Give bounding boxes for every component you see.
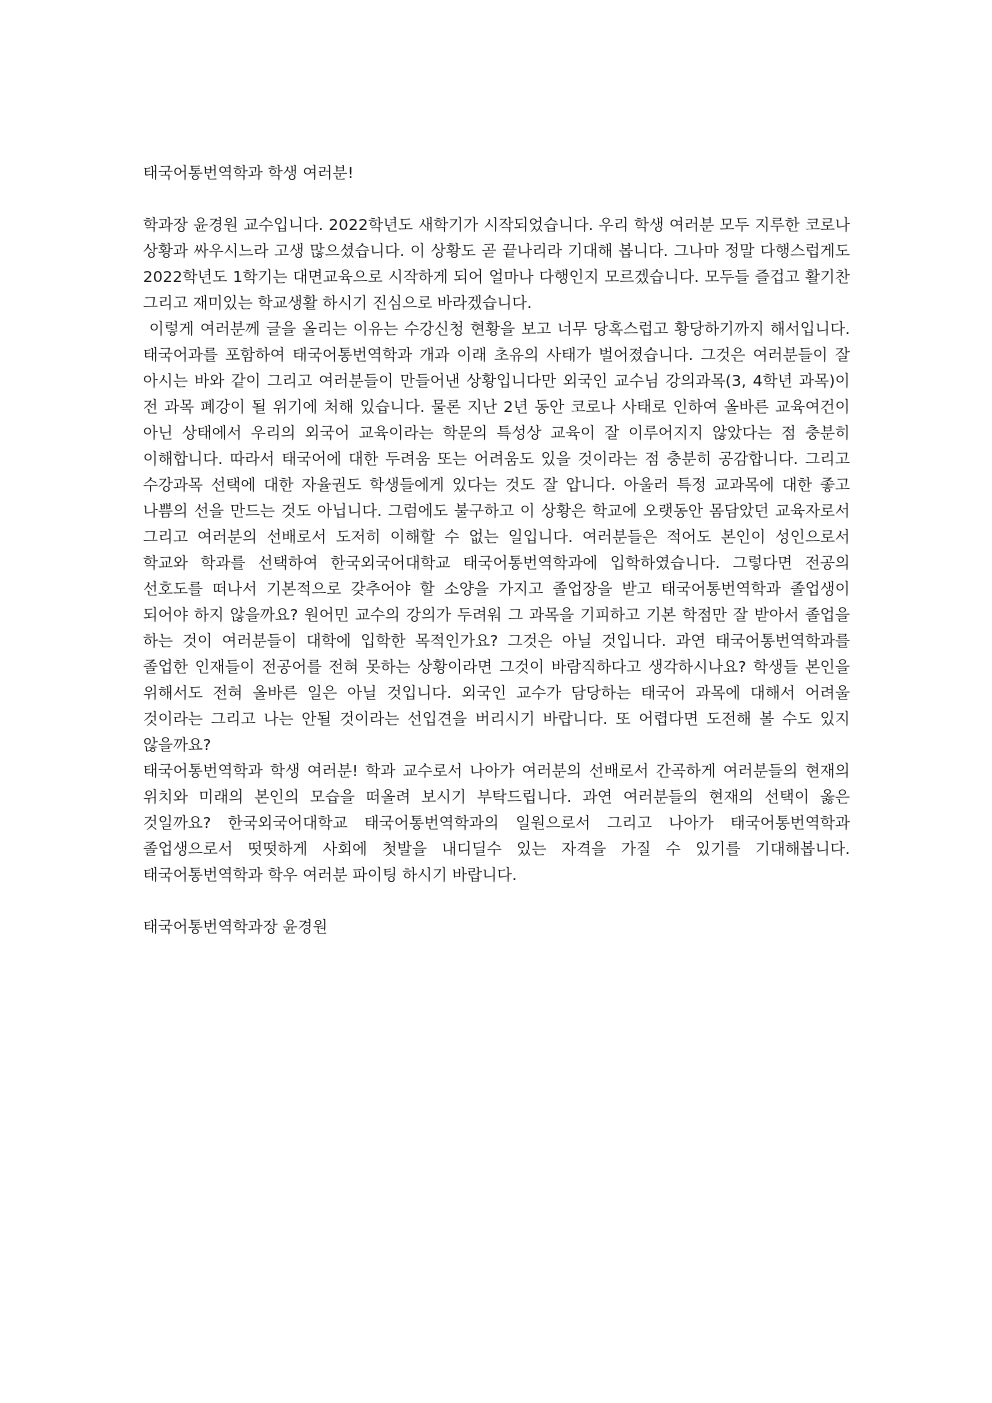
letter-body	[143, 160, 855, 940]
paragraph: 이렇게 여러분께 글을 올리는 이유는 수강신청 현황을 보고 너무 당혹스럽고 황당하기까지 해서입니다. 태국어과를 포함하여 태국어통번역학과 개과 이래 초유의 사태가 벌어졌습니다. 그것은 여러분들이 잘 아시는 바와 같이 그리고 여러분들이 만들어낸 상황입니다만 외국인 교수님 강의과목(3, 4학년 과목)이 전 과목 폐강이 될 위기에 처해 있습니다. 물론 지난 2년 동안 코로나 사태로 인하여 올바른 교육여건이 아닌 상태에서 우리의 외국어 교육이라는 학문의 특성상 교육이 잘 이루어지지 않았다는 점 충분히 이해합니다. 따라서 태국어에 대한 두려움 또는 어려움도 있을 것이라는 점 충분히 공감합니다. 그리고 수강과목 선택에 대한 자율권도 학생들에게 있다는 것도 잘 압니다. 아울러 특정 교과목에 대한 좋고 나쁨의 선을 만드는 것도 아닙니다. 그럼에도 불구하고 이 상황은 학교에 오랫동안 몸담았던 교육자로서 그리고 여러분의 선배로서 도저히 이해할 수 없는 일입니다. 여러분들은 적어도 본인이 성인으로서 학교와 학과를 선택하여 한국외국어대학교 태국어통번역학과에 입학하였습니다. 그렇다면 전공의 선호도를 떠나서 기본적으로 갖추어야 할 소양을 가지고 졸업장을 받고 태국어통번역학과 졸업생이 되어야 하지 않을까요? 원어민 교수의 강의가 두려워 그 과목을 기피하고 기본 학점만 잘 받아서 졸업을 하는 것이 여러분들이 대학에 입학한 목적인가요? 그것은 아닐 것입니다. 과연 태국어통번역학과를 졸업한 인재들이 전공어를 전혀 못하는 상황이라면 그것이 바람직하다고 생각하시나요? 학생들 본인을 위해서도 전혀 올바른 일은 아닐 것입니다. 외국인 교수가 담당하는 태국어 과목에 대해서 어려울 것이라는 그리고 나는 안될 것이라는 선입견을 버리시기 바랍니다. 또 어렵다면 도전해 볼 수도 있지 않을까요?	[143, 320, 855, 754]
paragraph: 태국어통번역학과 학생 여러분! 학과 교수로서 나아가 여러분의 선배로서 간곡하게 여러분들의 현재의 위치와 미래의 본인의 모습을 떠올려 보시기 부탁드립니다. 과연 여러분들의 현재의 선택이 옳은 것일까요? 한국외국어대학교 태국어통번역학과의 일원으로서 그리고 나아가 태국어통번역학과 졸업생으로서 떳떳하게 사회에 첫발을 내디딜수 있는 자격을 가질 수 있기를 기대해봅니다. 태국어통번역학과 학우 여러분 파이팅 하시기 바랍니다.	[143, 762, 850, 884]
letter-paragraphs	[143, 212, 855, 888]
paragraph: 학과장 윤경원 교수입니다. 2022학년도 새학기가 시작되었습니다. 우리 학생 여러분 모두 지루한 코로나 상황과 싸우시느라 고생 많으셨습니다. 이 상황도 곧 끝나리라 기대해 봅니다. 그나마 정말 다행스럽게도 2022학년도 1학기는 대면교육으로 시작하게 되어 얼마나 다행인지 모르겠습니다. 모두들 즐겁고 활기찬 그리고 재미있는 학교생활 하시기 진심으로 바라겠습니다.	[143, 216, 850, 312]
letter-greeting: 태국어통번역학과 학생 여러분!	[143, 164, 354, 182]
letter-signature: 태국어통번역학과장 윤경원	[143, 918, 328, 936]
